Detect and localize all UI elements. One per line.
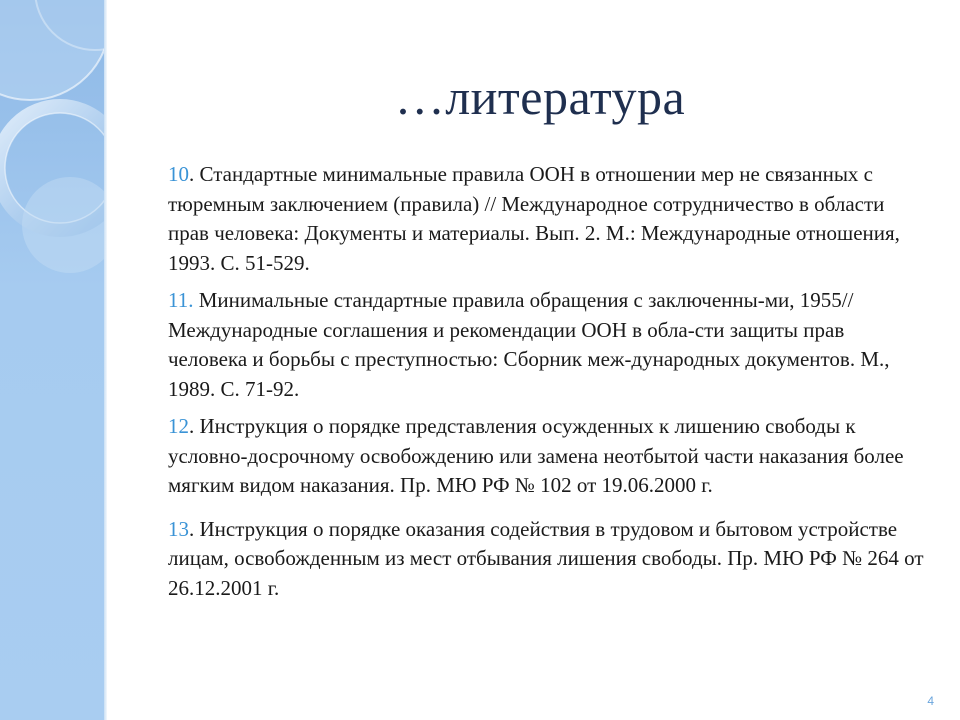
reference-number: 12 [168,414,189,438]
page-number: 4 [927,694,934,708]
reference-text: Минимальные стандартные правила обращения с заключенны-ми, 1955// Международные соглашения и рекомендации ООН в обла-сти защиты прав человека и борьбы с преступностью: Сборник меж-дународных документов. М., 1989. С. 71-92. [168,288,890,401]
reference-item [168,412,928,501]
reference-text: . Инструкция о порядке оказания содействия в трудовом и бытовом устройстве лицам, освобожденным из мест отбывания лишения свободы. Пр. МЮ РФ № 264 от 26.12.2001 г. [168,516,924,600]
reference-text: . Стандартные минимальные правила ООН в отношении мер не связанных с тюремным заключением (правила) // Международное сотрудничество в области прав человека: Документы и материалы. Вып. 2. М.: Международные отношения, 1993. С. 51-529. [168,162,900,275]
reference-number: 13 [168,516,189,541]
reference-number: 11. [168,288,194,312]
references-list [168,160,928,611]
slide-title: …литература [394,69,686,125]
reference-number: 10 [168,162,189,186]
reference-text: . Инструкция о порядке представления осужденных к лишению свободы к условно-досрочному освобождению или замена неотбытой части наказания более мягким видом наказания. Пр. МЮ РФ № 102 от 19.06.2000 г. [168,414,904,497]
reference-item [168,515,928,604]
reference-item [168,286,928,404]
reference-item [168,160,928,278]
